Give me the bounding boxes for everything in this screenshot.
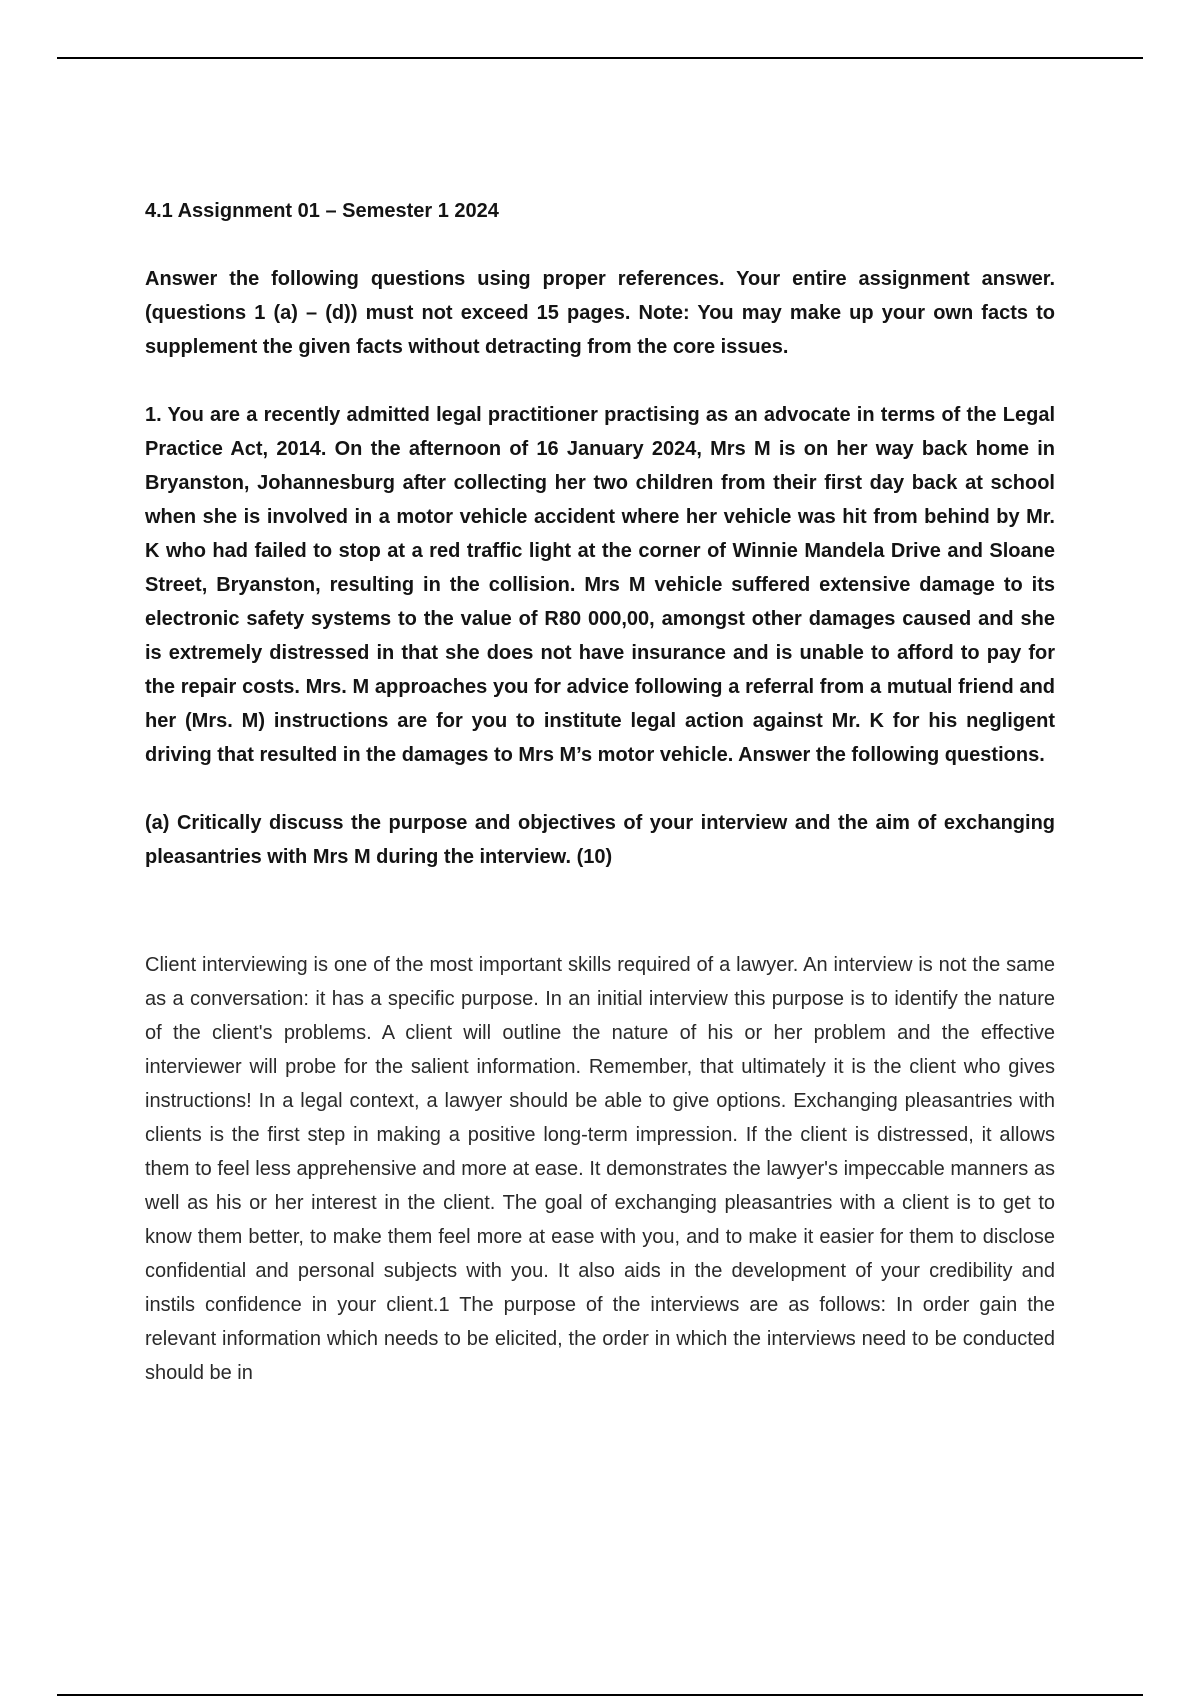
answer-1a-paragraph: Client interviewing is one of the most important skills required of a lawyer. An interview is not the same as a conversation: it has a specific purpose. In an initial interview this purpose is to identify the nature of the client's problems. A client will outline the nature of his or her problem and the effective interviewer will probe for the salient information. Remember, that ultimately it is the client who gives instructions! In a legal context, a lawyer should be able to give options. Exchanging pleasantries with clients is the first step in making a positive long-term impression. If the client is distressed, it allows them to feel less apprehensive and more at ease. It demonstrates the lawyer's impeccable manners as well as his or her interest in the client. The goal of exchanging pleasantries with a client is to get to know them better, to make them feel more at ease with you, and to make it easier for them to disclose confidential and personal subjects with you. It also aids in the development of your credibility and instils confidence in your client.1 The purpose of the interviews are as follows: In order gain the relevant information which needs to be elicited, the order in which the interviews need to be conducted should be in [145, 954, 1055, 1384]
question-1-scenario: 1. You are a recently admitted legal practitioner practising as an advocate in terms of the Legal Practice Act, 2014. On the afternoon of 16 January 2024, Mrs M is on her way back home in Bryanston, Johannesburg after collecting her two children from their first day back at school when she is involved in a motor vehicle accident where her vehicle was hit from behind by Mr. K who had failed to stop at a red traffic light at the corner of Winnie Mandela Drive and Sloane Street, Bryanston, resulting in the collision. Mrs M vehicle suffered extensive damage to its electronic safety systems to the value of R80 000,00, amongst other damages caused and she is extremely distressed in that she does not have insurance and is unable to afford to pay for the repair costs. Mrs. M approaches you for advice following a referral from a mutual friend and her (Mrs. M) instructions are for you to institute legal action against Mr. K for his negligent driving that resulted in the damages to Mrs M’s motor vehicle. Answer the following questions. [145, 404, 1055, 766]
bottom-page-rule [57, 1694, 1143, 1696]
assignment-instructions: Answer the following questions using proper references. Your entire assignment answer.(questions 1 (a) – (d)) must not exceed 15 pages. Note: You may make up your own facts to supplement the given facts without detracting from the core issues. [145, 268, 1055, 358]
document-body [145, 196, 1055, 1390]
question-1a: (a) Critically discuss the purpose and objectives of your interview and the aim of exchanging pleasantries with Mrs M during the interview. (10) [145, 812, 1055, 868]
top-page-rule [57, 57, 1143, 59]
assignment-heading: 4.1 Assignment 01 – Semester 1 2024 [145, 200, 499, 222]
